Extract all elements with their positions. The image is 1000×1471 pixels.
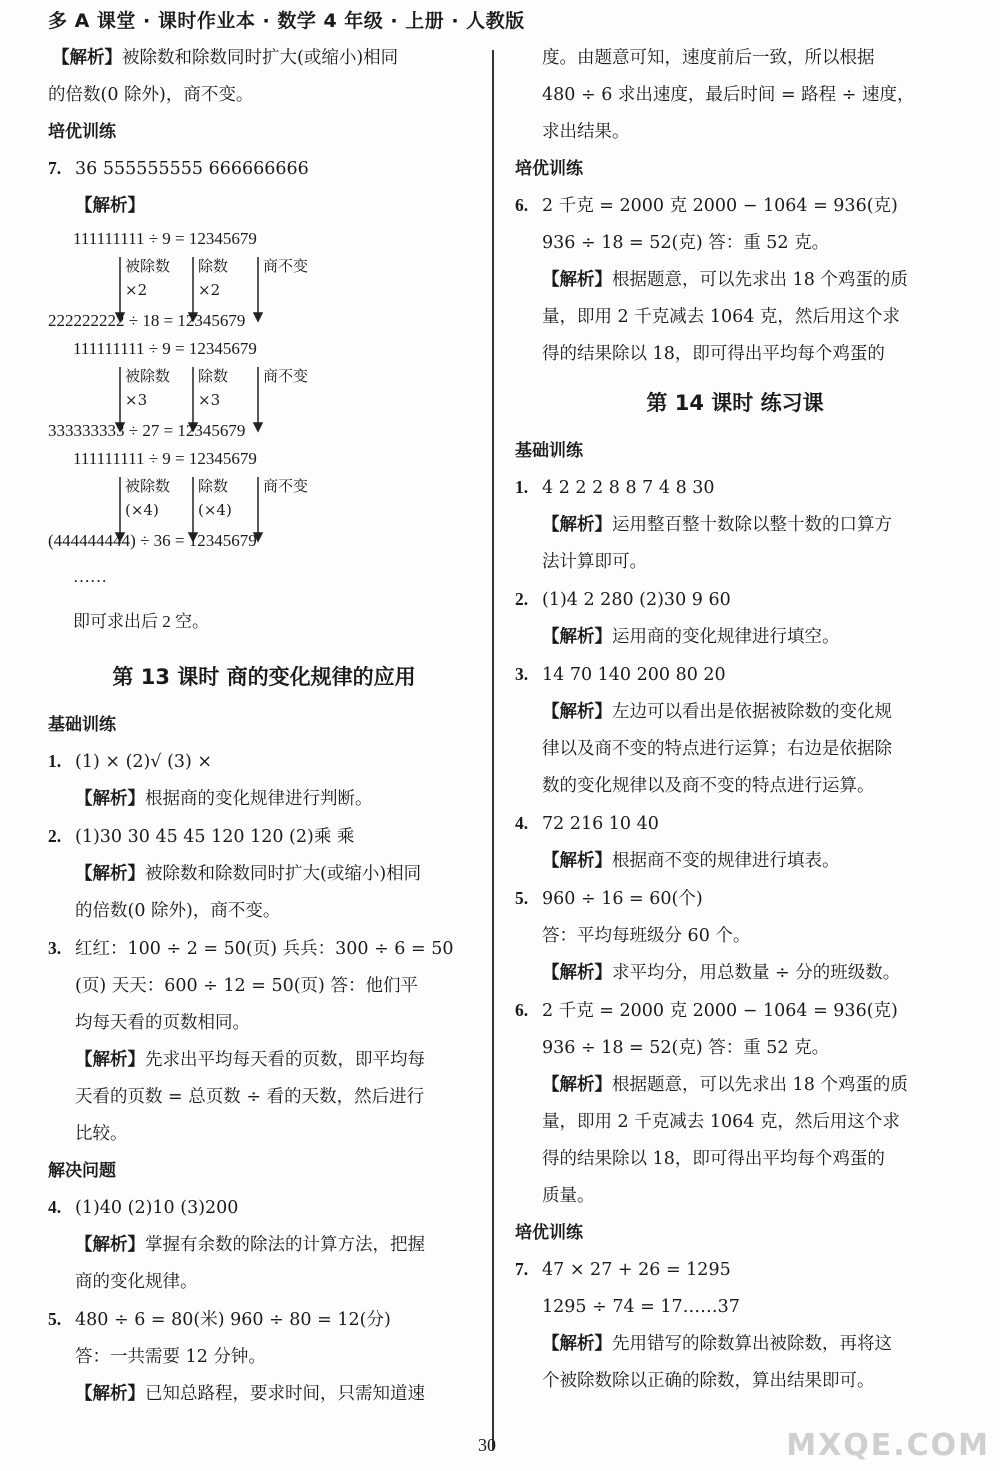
q6-line: 936 ÷ 18 = 52(克) 答：重 52 克。 [542,233,830,253]
question-number: 6. [515,195,529,215]
label-quotient-unchanged: 商不变 [263,257,309,275]
label-times: ×2 [198,281,221,299]
q1-line [48,743,480,781]
section-title-jiejue: 解决问题 [48,1161,116,1181]
question-number: 4. [48,1197,62,1217]
label-divisor: 除数 [198,477,229,495]
jiexi-text: 根据题意，可以先求出 18 个鸡蛋的质 [612,1075,908,1095]
jiexi-line [48,1042,480,1079]
question-number: 2. [515,589,529,609]
q6-line: 936 ÷ 18 = 52(克) 答：重 52 克。 [542,1038,830,1058]
q7-answer: 47 × 27 + 26 = 1295 [542,1260,731,1280]
jiexi-label: 【解析】 [75,789,145,809]
section-title-peiyou: 培优训练 [48,122,116,142]
q5-line [515,880,955,918]
right-column [515,40,955,1400]
jiexi-line [515,1067,955,1104]
q3-line: 均每天看的页数相同。 [75,1013,250,1033]
lesson-title-14: 第 14 课时 练习课 [646,391,824,415]
jiexi-label: 【解析】 [542,851,612,871]
jiexi-line [515,262,955,299]
jiexi-line [515,1326,955,1363]
label-dividend: 被除数 [125,257,171,275]
jiexi-text: 运用商的变化规律进行填空。 [612,627,840,647]
q7-calculation-diagram [48,227,480,647]
question-number: 3. [48,938,62,958]
jiexi-text: 左边可以看出是依据被除数的变化规 [612,702,892,722]
equation: 111111111 ÷ 9 = 12345679 [73,229,257,248]
jiexi-line [48,856,480,893]
q5-line: 答：平均每班级分 60 个。 [542,926,751,946]
jiexi-text: 先用错写的除数算出被除数，再将这 [612,1334,892,1354]
jiexi-label: 【解析】 [542,702,612,722]
jiexi-line: 比较。 [75,1124,128,1144]
label-times: ×3 [198,391,221,409]
section-title-jichu: 基础训练 [48,715,116,735]
q1-answer: 4 2 2 2 8 8 7 4 8 30 [542,478,715,498]
q6-answer: 2 千克 = 2000 克 2000 − 1064 = 936(克) [542,196,898,216]
jiexi-line: 度。由题意可知，速度前后一致，所以根据 [542,48,875,68]
label-quotient-unchanged: 商不变 [263,477,309,495]
label-divisor: 除数 [198,257,229,275]
q1-line [515,469,955,507]
equation: 111111111 ÷ 9 = 12345679 [73,339,257,358]
jiexi-text: 先求出平均每天看的页数，即平均每 [145,1050,425,1070]
q5-answer: 480 ÷ 6 = 80(米) 960 ÷ 80 = 12(分) [75,1310,391,1330]
section-title-peiyou: 培优训练 [515,1223,583,1243]
q7-line [515,1251,955,1289]
question-number: 5. [48,1309,62,1329]
page-header: 多 A 课堂 · 课时作业本 · 数学 4 年级 · 上册 · 人教版 [48,10,525,32]
question-number: 3. [515,664,529,684]
q6-line [515,992,955,1030]
jiexi-line [48,40,480,77]
q4-answer: (1)40 (2)10 (3)200 [75,1198,239,1218]
question-number: 1. [48,751,62,771]
q2-line [48,818,480,856]
q7-answer: 36 555555555 666666666 [75,159,309,179]
jiexi-label: 【解析】 [52,48,122,68]
q2-answer: (1)4 2 280 (2)30 9 60 [542,590,731,610]
question-number: 2. [48,826,62,846]
equation: 333333333 ÷ 27 = 12345679 [48,421,246,440]
q3-line: (页) 天天：600 ÷ 12 = 50(页) 答：他们平 [75,976,418,996]
question-number: 5. [515,888,529,908]
section-title-jichu: 基础训练 [515,441,583,461]
jiexi-label: 【解析】 [542,1334,612,1354]
q3-line [515,656,955,694]
jiexi-line [515,507,955,544]
jiexi-line: 天看的页数 = 总页数 ÷ 看的天数，然后进行 [75,1087,425,1107]
jiexi-line: 质量。 [542,1186,595,1206]
page-number: 30 [478,1435,496,1455]
jiexi-text: 运用整百整十数除以整十数的口算方 [612,515,892,535]
q2-line [515,581,955,619]
label-divisor: 除数 [198,367,229,385]
ellipsis: …… [73,567,107,586]
label-dividend: 被除数 [125,477,171,495]
jiexi-line: 量，即用 2 千克减去 1064 克，然后用这个求 [542,1112,900,1132]
q7-line: 1295 ÷ 74 = 17……37 [542,1297,740,1317]
label-quotient-unchanged: 商不变 [263,367,309,385]
jiexi-line [48,781,480,818]
jiexi-label-line [48,188,480,225]
q6-line [515,187,955,225]
jiexi-line: 个被除数除以正确的除数，算出结果即可。 [542,1371,875,1391]
jiexi-line [48,1227,480,1264]
label-times: (×4) [198,501,232,519]
jiexi-text: 掌握有余数的除法的计算方法，把握 [145,1235,425,1255]
q7-conclusion: 即可求出后 2 空。 [73,612,209,631]
q4-line [48,1189,480,1227]
jiexi-text: 根据题意，可以先求出 18 个鸡蛋的质 [612,270,908,290]
q6-answer: 2 千克 = 2000 克 2000 − 1064 = 936(克) [542,1001,898,1021]
jiexi-label: 【解析】 [542,963,612,983]
jiexi-line: 得的结果除以 18，即可得出平均每个鸡蛋的 [542,344,885,364]
q4-line [515,805,955,843]
q3-answer: 14 70 140 200 80 20 [542,665,726,685]
section-title-peiyou: 培优训练 [515,159,583,179]
jiexi-line: 480 ÷ 6 求出速度，最后时间 = 路程 ÷ 速度， [542,85,915,105]
label-times: (×4) [125,501,159,519]
lesson-title-13: 第 13 课时 商的变化规律的应用 [112,665,416,689]
jiexi-line [48,1376,480,1413]
jiexi-label: 【解析】 [75,196,145,216]
jiexi-line: 数的变化规律以及商不变的特点进行运算。 [542,776,875,796]
equation: 111111111 ÷ 9 = 12345679 [73,449,257,468]
jiexi-text: 根据商的变化规律进行判断。 [145,789,373,809]
q4-answer: 72 216 10 40 [542,814,659,834]
jiexi-line [515,619,955,656]
jiexi-line: 商的变化规律。 [75,1272,198,1292]
jiexi-label: 【解析】 [75,1235,145,1255]
jiexi-line: 量，即用 2 千克减去 1064 克，然后用这个求 [542,307,900,327]
q3-line [48,930,480,968]
watermark-logo: MXQE.COM [786,1428,990,1463]
q7-answer-line [48,150,480,188]
jiexi-line: 得的结果除以 18，即可得出平均每个鸡蛋的 [542,1149,885,1169]
jiexi-line: 求出结果。 [542,122,630,142]
jiexi-label: 【解析】 [75,1050,145,1070]
equation: (444444444) ÷ 36 = 12345679 [48,531,257,550]
jiexi-label: 【解析】 [75,1384,145,1404]
label-dividend: 被除数 [125,367,171,385]
q5-answer: 960 ÷ 16 = 60(个) [542,889,703,909]
q2-answer: (1)30 30 45 45 120 120 (2)乘 乘 [75,827,355,847]
q5-line [48,1301,480,1339]
jiexi-label: 【解析】 [75,864,145,884]
jiexi-text: 根据商不变的规律进行填表。 [612,851,840,871]
question-number: 4. [515,813,529,833]
jiexi-text: 被除数和除数同时扩大(或缩小)相同 [145,864,422,884]
jiexi-line [515,955,955,992]
jiexi-label: 【解析】 [542,627,612,647]
q5-line: 答：一共需要 12 分钟。 [75,1347,266,1367]
equation: 222222222 ÷ 18 = 12345679 [48,311,246,330]
question-number: 7. [515,1259,529,1279]
q1-answer: (1) × (2)√ (3) × [75,752,213,772]
jiexi-line [515,843,955,880]
question-number: 7. [48,158,62,178]
jiexi-line [515,694,955,731]
jiexi-label: 【解析】 [542,515,612,535]
column-divider [492,50,494,1450]
left-column [48,40,480,1413]
jiexi-line: 律以及商不变的特点进行运算；右边是依据除 [542,739,892,759]
jiexi-text: 求平均分，用总数量 ÷ 分的班级数。 [612,963,901,983]
label-times: ×2 [125,281,148,299]
jiexi-line: 法计算即可。 [542,552,647,572]
jiexi-text: 已知总路程，要求时间，只需知道速 [145,1384,425,1404]
jiexi-line: 的倍数(0 除外)，商不变。 [75,901,281,921]
question-number: 1. [515,477,529,497]
jiexi-line: 的倍数(0 除外)，商不变。 [48,85,254,105]
jiexi-label: 【解析】 [542,270,612,290]
jiexi-text: 被除数和除数同时扩大(或缩小)相同 [122,48,399,68]
question-number: 6. [515,1000,529,1020]
jiexi-label: 【解析】 [542,1075,612,1095]
q3-answer: 红红：100 ÷ 2 = 50(页) 兵兵：300 ÷ 6 = 50 [75,939,454,959]
label-times: ×3 [125,391,148,409]
